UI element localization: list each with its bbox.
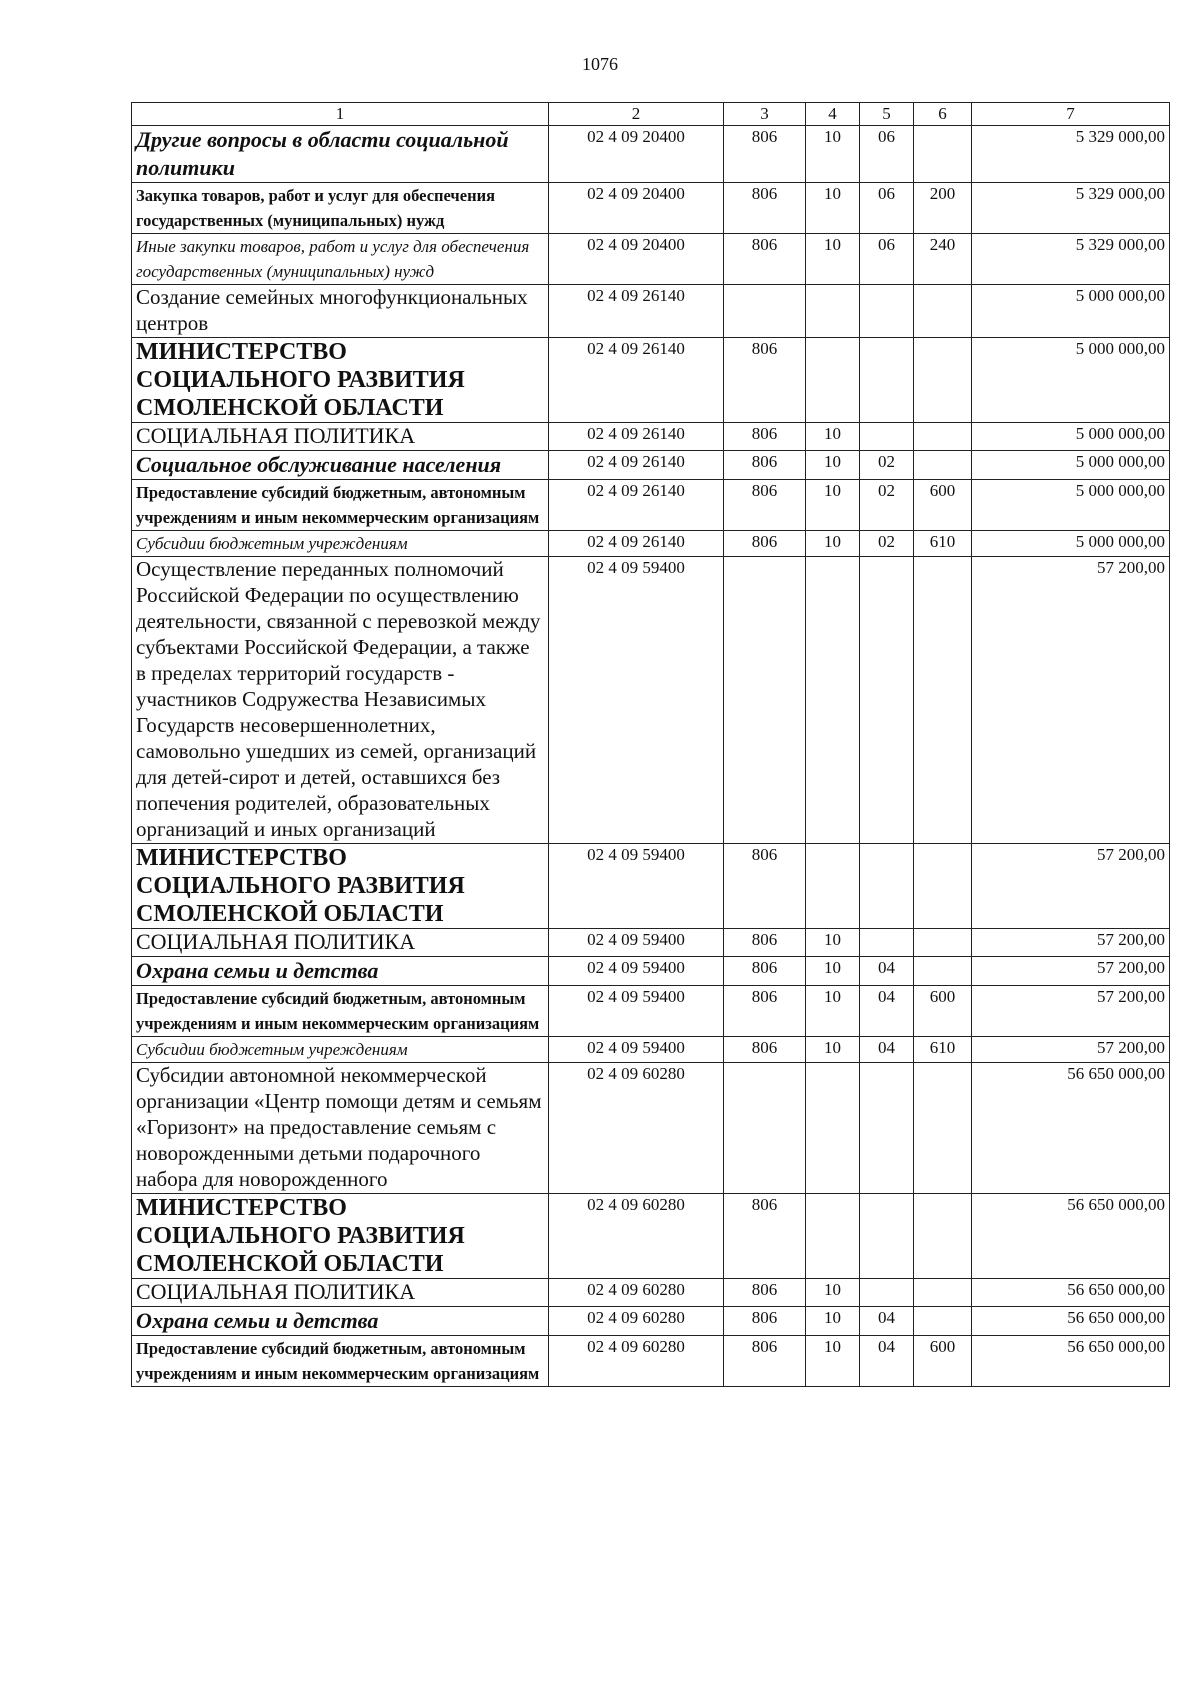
subsection-cell: 06	[860, 234, 914, 285]
ministry-code-cell: 806	[724, 234, 806, 285]
row-name-cell	[132, 338, 549, 423]
table-row	[132, 929, 1170, 957]
amount-cell: 5 000 000,00	[972, 285, 1170, 338]
table-row	[132, 451, 1170, 480]
subsection-cell: 06	[860, 183, 914, 234]
amount-cell: 5 000 000,00	[972, 531, 1170, 557]
target-article-cell: 02 4 09 20400	[549, 126, 724, 183]
target-article-cell: 02 4 09 26140	[549, 480, 724, 531]
subsection-cell: 02	[860, 480, 914, 531]
row-name: Субсидии автономной некоммерческой организации «Центр помощи детям и семьям «Горизонт» на предоставление семьям с новорожденными детьми подарочного набора для новорожденного	[136, 1063, 542, 1191]
table-row	[132, 1063, 1170, 1194]
row-name-cell	[132, 929, 549, 957]
row-name-cell	[132, 531, 549, 557]
ministry-code-cell: 806	[724, 1037, 806, 1063]
table-row	[132, 957, 1170, 986]
row-name-cell	[132, 183, 549, 234]
expense-type-cell	[914, 423, 972, 451]
ministry-code-cell: 806	[724, 451, 806, 480]
amount-cell: 56 650 000,00	[972, 1336, 1170, 1387]
row-name-cell	[132, 957, 549, 986]
table-row	[132, 480, 1170, 531]
row-name-cell	[132, 451, 549, 480]
amount-cell: 56 650 000,00	[972, 1063, 1170, 1194]
row-name-cell	[132, 1194, 549, 1279]
expense-type-cell	[914, 1194, 972, 1279]
section-cell: 10	[806, 531, 860, 557]
table-row	[132, 126, 1170, 183]
row-name-cell	[132, 423, 549, 451]
section-cell: 10	[806, 480, 860, 531]
section-cell: 10	[806, 451, 860, 480]
ministry-code-cell: 806	[724, 1307, 806, 1336]
row-name: Охрана семьи и детства	[136, 1308, 379, 1333]
amount-cell: 5 000 000,00	[972, 423, 1170, 451]
amount-cell: 57 200,00	[972, 957, 1170, 986]
row-name: СОЦИАЛЬНАЯ ПОЛИТИКА	[136, 929, 416, 954]
expense-type-cell	[914, 1279, 972, 1307]
ministry-code-cell: 806	[724, 844, 806, 929]
row-name-cell	[132, 480, 549, 531]
ministry-code-cell	[724, 1063, 806, 1194]
ministry-code-cell: 806	[724, 480, 806, 531]
section-cell: 10	[806, 1037, 860, 1063]
expense-type-cell	[914, 929, 972, 957]
subsection-cell: 04	[860, 957, 914, 986]
subsection-cell	[860, 557, 914, 844]
column-header: 7	[972, 103, 1170, 126]
expense-type-cell	[914, 844, 972, 929]
expense-type-cell	[914, 557, 972, 844]
subsection-cell	[860, 338, 914, 423]
section-cell	[806, 285, 860, 338]
table-row	[132, 531, 1170, 557]
row-name: Создание семейных многофункциональных центров	[136, 285, 528, 335]
ministry-code-cell: 806	[724, 986, 806, 1037]
amount-cell: 57 200,00	[972, 844, 1170, 929]
table-row	[132, 1336, 1170, 1387]
amount-cell: 5 329 000,00	[972, 126, 1170, 183]
row-name: СОЦИАЛЬНАЯ ПОЛИТИКА	[136, 423, 416, 448]
expense-type-cell	[914, 338, 972, 423]
amount-cell: 57 200,00	[972, 557, 1170, 844]
subsection-cell	[860, 1063, 914, 1194]
amount-cell: 56 650 000,00	[972, 1194, 1170, 1279]
row-name-cell	[132, 986, 549, 1037]
expense-type-cell	[914, 957, 972, 986]
row-name: Предоставление субсидий бюджетным, автономным учреждениям и иным некоммерческим организациям	[136, 483, 540, 527]
row-name-cell	[132, 285, 549, 338]
ministry-code-cell: 806	[724, 929, 806, 957]
row-name: МИНИСТЕРСТВО СОЦИАЛЬНОГО РАЗВИТИЯ СМОЛЕНСКОЙ ОБЛАСТИ	[136, 845, 465, 927]
amount-cell: 56 650 000,00	[972, 1279, 1170, 1307]
row-name-cell	[132, 1307, 549, 1336]
target-article-cell: 02 4 09 20400	[549, 234, 724, 285]
expense-type-cell	[914, 126, 972, 183]
section-cell	[806, 844, 860, 929]
expense-type-cell	[914, 285, 972, 338]
amount-cell: 56 650 000,00	[972, 1307, 1170, 1336]
ministry-code-cell: 806	[724, 531, 806, 557]
row-name: Субсидии бюджетным учреждениям	[136, 1040, 408, 1059]
target-article-cell: 02 4 09 59400	[549, 557, 724, 844]
target-article-cell: 02 4 09 59400	[549, 986, 724, 1037]
column-number-row	[132, 103, 1170, 126]
target-article-cell: 02 4 09 59400	[549, 957, 724, 986]
ministry-code-cell: 806	[724, 126, 806, 183]
amount-cell: 57 200,00	[972, 986, 1170, 1037]
subsection-cell	[860, 844, 914, 929]
expense-type-cell: 600	[914, 986, 972, 1037]
table-row	[132, 183, 1170, 234]
expense-type-cell	[914, 1307, 972, 1336]
target-article-cell: 02 4 09 59400	[549, 929, 724, 957]
table-row	[132, 1194, 1170, 1279]
target-article-cell: 02 4 09 26140	[549, 451, 724, 480]
row-name: Предоставление субсидий бюджетным, автономным учреждениям и иным некоммерческим организациям	[136, 1339, 540, 1383]
target-article-cell: 02 4 09 60280	[549, 1063, 724, 1194]
target-article-cell: 02 4 09 59400	[549, 844, 724, 929]
table-row	[132, 844, 1170, 929]
row-name-cell	[132, 844, 549, 929]
amount-cell: 5 000 000,00	[972, 338, 1170, 423]
subsection-cell: 06	[860, 126, 914, 183]
row-name-cell	[132, 234, 549, 285]
table-row	[132, 986, 1170, 1037]
table-row	[132, 1279, 1170, 1307]
subsection-cell: 04	[860, 986, 914, 1037]
subsection-cell	[860, 285, 914, 338]
section-cell	[806, 1063, 860, 1194]
subsection-cell: 04	[860, 1037, 914, 1063]
row-name: Предоставление субсидий бюджетным, автономным учреждениям и иным некоммерческим организациям	[136, 989, 540, 1033]
column-header: 4	[806, 103, 860, 126]
target-article-cell: 02 4 09 26140	[549, 423, 724, 451]
amount-cell: 5 000 000,00	[972, 451, 1170, 480]
target-article-cell: 02 4 09 60280	[549, 1194, 724, 1279]
row-name: Закупка товаров, работ и услуг для обеспечения государственных (муниципальных) нужд	[136, 186, 496, 230]
ministry-code-cell: 806	[724, 1336, 806, 1387]
amount-cell: 5 329 000,00	[972, 234, 1170, 285]
column-header: 6	[914, 103, 972, 126]
section-cell: 10	[806, 957, 860, 986]
subsection-cell: 02	[860, 531, 914, 557]
target-article-cell: 02 4 09 60280	[549, 1336, 724, 1387]
row-name: Другие вопросы в области социальной политики	[136, 127, 509, 180]
amount-cell: 5 000 000,00	[972, 480, 1170, 531]
section-cell: 10	[806, 986, 860, 1037]
ministry-code-cell: 806	[724, 1194, 806, 1279]
column-header: 2	[549, 103, 724, 126]
ministry-code-cell: 806	[724, 338, 806, 423]
subsection-cell	[860, 423, 914, 451]
row-name: Социальное обслуживание населения	[136, 452, 502, 477]
expense-type-cell	[914, 451, 972, 480]
expense-type-cell: 610	[914, 531, 972, 557]
ministry-code-cell: 806	[724, 183, 806, 234]
row-name: МИНИСТЕРСТВО СОЦИАЛЬНОГО РАЗВИТИЯ СМОЛЕНСКОЙ ОБЛАСТИ	[136, 1195, 465, 1277]
table-row	[132, 1037, 1170, 1063]
ministry-code-cell: 806	[724, 423, 806, 451]
row-name-cell	[132, 1063, 549, 1194]
target-article-cell: 02 4 09 60280	[549, 1279, 724, 1307]
target-article-cell: 02 4 09 26140	[549, 338, 724, 423]
section-cell	[806, 1194, 860, 1279]
ministry-code-cell: 806	[724, 957, 806, 986]
ministry-code-cell	[724, 285, 806, 338]
row-name-cell	[132, 557, 549, 844]
table-row	[132, 285, 1170, 338]
table-row	[132, 423, 1170, 451]
section-cell: 10	[806, 234, 860, 285]
row-name: Осуществление переданных полномочий Российской Федерации по осуществлению деятельности, связанной с перевозкой между субъектами Российской Федерации, а также в пределах территорий государств - участников Содружества Независимых Государств несовершеннолетних, самовольно ушедших из семей, организаций для детей-сирот и детей, оставшихся без попечения родителей, образовательных организаций и иных организаций	[136, 557, 541, 841]
table-row	[132, 1307, 1170, 1336]
section-cell: 10	[806, 126, 860, 183]
section-cell: 10	[806, 1336, 860, 1387]
subsection-cell	[860, 1279, 914, 1307]
subsection-cell	[860, 1194, 914, 1279]
column-header: 1	[132, 103, 549, 126]
section-cell: 10	[806, 1307, 860, 1336]
row-name: Охрана семьи и детства	[136, 958, 379, 983]
subsection-cell: 04	[860, 1307, 914, 1336]
section-cell: 10	[806, 423, 860, 451]
section-cell	[806, 557, 860, 844]
row-name: Иные закупки товаров, работ и услуг для обеспечения государственных (муниципальных) нужд	[136, 237, 530, 281]
expense-type-cell: 600	[914, 480, 972, 531]
column-header: 3	[724, 103, 806, 126]
section-cell: 10	[806, 183, 860, 234]
row-name-cell	[132, 1279, 549, 1307]
row-name-cell	[132, 1336, 549, 1387]
amount-cell: 57 200,00	[972, 1037, 1170, 1063]
expense-type-cell	[914, 1063, 972, 1194]
section-cell	[806, 338, 860, 423]
row-name-cell	[132, 126, 549, 183]
expense-type-cell: 200	[914, 183, 972, 234]
target-article-cell: 02 4 09 59400	[549, 1037, 724, 1063]
budget-table	[131, 102, 1170, 1387]
column-header: 5	[860, 103, 914, 126]
row-name: Субсидии бюджетным учреждениям	[136, 534, 408, 553]
table-row	[132, 234, 1170, 285]
row-name: МИНИСТЕРСТВО СОЦИАЛЬНОГО РАЗВИТИЯ СМОЛЕНСКОЙ ОБЛАСТИ	[136, 339, 465, 421]
page-number: 1076	[582, 54, 618, 74]
target-article-cell: 02 4 09 26140	[549, 285, 724, 338]
amount-cell: 5 329 000,00	[972, 183, 1170, 234]
section-cell: 10	[806, 1279, 860, 1307]
section-cell: 10	[806, 929, 860, 957]
subsection-cell: 04	[860, 1336, 914, 1387]
ministry-code-cell: 806	[724, 1279, 806, 1307]
amount-cell: 57 200,00	[972, 929, 1170, 957]
subsection-cell	[860, 929, 914, 957]
expense-type-cell: 610	[914, 1037, 972, 1063]
ministry-code-cell	[724, 557, 806, 844]
subsection-cell: 02	[860, 451, 914, 480]
table-row	[132, 338, 1170, 423]
row-name: СОЦИАЛЬНАЯ ПОЛИТИКА	[136, 1279, 416, 1304]
row-name-cell	[132, 1037, 549, 1063]
table-row	[132, 557, 1170, 844]
expense-type-cell: 600	[914, 1336, 972, 1387]
target-article-cell: 02 4 09 60280	[549, 1307, 724, 1336]
target-article-cell: 02 4 09 20400	[549, 183, 724, 234]
target-article-cell: 02 4 09 26140	[549, 531, 724, 557]
expense-type-cell: 240	[914, 234, 972, 285]
